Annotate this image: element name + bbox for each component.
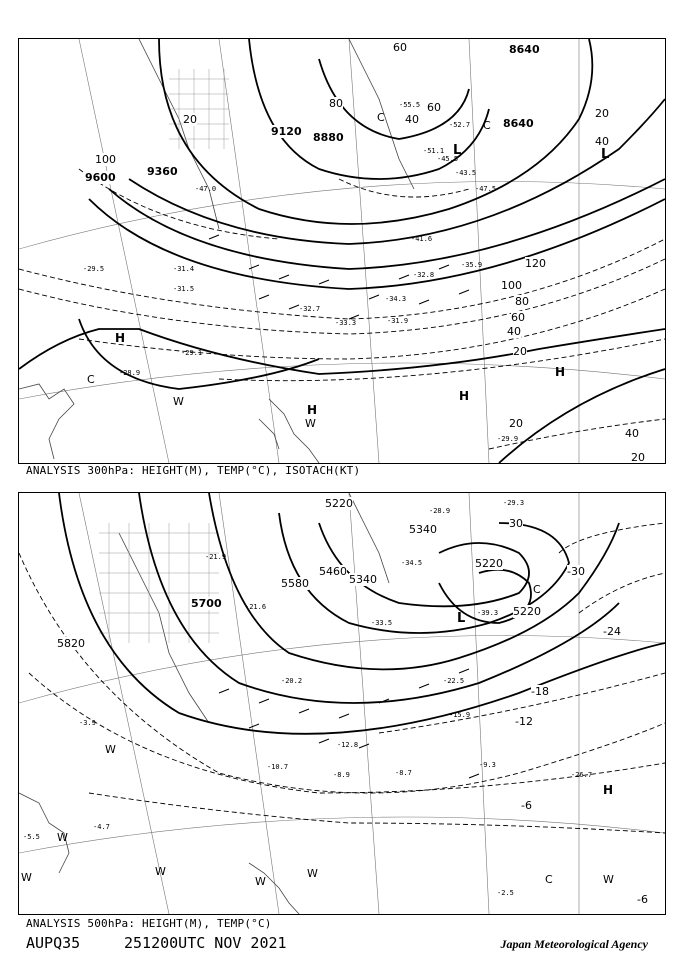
- isotach-label: 40: [625, 427, 639, 440]
- valid-time: 251200UTC NOV 2021: [124, 934, 287, 952]
- temperature-label: -35.9: [461, 261, 483, 269]
- isotach-label: 40: [405, 113, 419, 126]
- map-panel-300hpa: [18, 38, 666, 464]
- warm-center-symbol: W: [305, 417, 316, 430]
- temperature-label: -52.7: [449, 121, 471, 129]
- isotach-label: 60: [393, 41, 407, 54]
- temperature-label: -31.9: [387, 317, 409, 325]
- temperature-label: -29.5: [83, 265, 105, 273]
- high-pressure-symbol: H: [603, 783, 614, 797]
- warm-center-symbol: W: [155, 865, 166, 878]
- temperature-label: -47.5: [475, 185, 497, 193]
- warm-center-symbol: W: [105, 743, 116, 756]
- temperature-label: -43.5: [455, 169, 477, 177]
- height-label: 9360: [147, 165, 178, 178]
- cold-center-symbol: C: [483, 119, 491, 132]
- cold-center-symbol: C: [377, 111, 385, 124]
- temperature-label: -47.0: [195, 185, 217, 193]
- hatched-area: [99, 523, 219, 643]
- temperature-label: -21.9: [205, 553, 227, 561]
- isotach-label: 100: [501, 279, 522, 292]
- height-label: 9120: [271, 125, 302, 138]
- isotach-label: 20: [183, 113, 197, 126]
- isotherm-label: -12: [515, 715, 533, 728]
- agency-name: Japan Meteorological Agency: [500, 937, 648, 951]
- temperature-label: -32.7: [299, 305, 321, 313]
- temperature-label: -39.3: [477, 609, 499, 617]
- caption-500hpa: ANALYSIS 500hPa: HEIGHT(M), TEMP(°C): [26, 917, 272, 930]
- isotherm-label: -24: [603, 625, 621, 638]
- isotach-label: 80: [515, 295, 529, 308]
- isotherm-label: -18: [531, 685, 549, 698]
- height-label: 5220: [513, 605, 541, 618]
- isotach-label: 20: [631, 451, 645, 464]
- height-label: 5700: [191, 597, 222, 610]
- map-500hpa-svg: [19, 493, 665, 914]
- map-panel-500hpa: [18, 492, 666, 915]
- temperature-label: -8.9: [333, 771, 350, 779]
- isotach-label: 20: [509, 417, 523, 430]
- warm-center-symbol: W: [173, 395, 184, 408]
- temperature-label: -32.8: [413, 271, 435, 279]
- temperature-label: -41.6: [411, 235, 433, 243]
- isotach-label: 20: [513, 345, 527, 358]
- temperature-label: -28.9: [429, 507, 451, 515]
- temperature-label: -8.7: [395, 769, 412, 777]
- warm-center-symbol: W: [603, 873, 614, 886]
- temperature-label: -29.1: [181, 349, 203, 357]
- coastline: [19, 39, 414, 463]
- isotherm-label: -30: [567, 565, 585, 578]
- isotach-label: 20: [595, 107, 609, 120]
- temperature-label: -29.9: [497, 435, 519, 443]
- height-label: 9600: [85, 171, 116, 184]
- temperature-label: -31.4: [173, 265, 195, 273]
- temperature-label: -22.5: [443, 677, 465, 685]
- high-pressure-symbol: H: [115, 331, 126, 345]
- height-label: 5580: [281, 577, 309, 590]
- isotherm-label: -6: [637, 893, 648, 906]
- low-pressure-symbol: L: [601, 147, 610, 162]
- temperature-label: -26.7: [571, 771, 593, 779]
- isotach-label: 100: [95, 153, 116, 166]
- height-label: 8640: [509, 43, 540, 56]
- height-label: 8880: [313, 131, 344, 144]
- temperature-label: -33.5: [371, 619, 393, 627]
- temperature-label: -28.9: [119, 369, 141, 377]
- temperature-label: -51.1: [423, 147, 445, 155]
- warm-center-symbol: W: [21, 871, 32, 884]
- hatched-area: [169, 69, 229, 149]
- temperature-label: -33.3: [335, 319, 357, 327]
- height-label: 5220: [475, 557, 503, 570]
- warm-center-symbol: W: [307, 867, 318, 880]
- temperature-label: -5.5: [23, 833, 40, 841]
- isotherm-label: 30: [509, 517, 523, 530]
- high-pressure-symbol: H: [555, 365, 566, 379]
- temperature-label: -31.5: [173, 285, 195, 293]
- temperature-label: -9.3: [479, 761, 496, 769]
- temperature-label: -45.5: [437, 155, 459, 163]
- height-label: 5820: [57, 637, 85, 650]
- height-label: 8640: [503, 117, 534, 130]
- temperature-label: -55.5: [399, 101, 421, 109]
- caption-300hpa: ANALYSIS 300hPa: HEIGHT(M), TEMP(°C), ISOTACH(KT): [26, 464, 361, 477]
- temperature-label: -34.5: [401, 559, 423, 567]
- isotach-label: 60: [427, 101, 441, 114]
- isotach-label: 80: [329, 97, 343, 110]
- isotach-label: 40: [507, 325, 521, 338]
- coastline: [19, 493, 389, 914]
- high-pressure-symbol: H: [459, 389, 470, 403]
- low-pressure-symbol: L: [457, 611, 466, 626]
- isotherm-label: -6: [521, 799, 532, 812]
- temperature-label: -2.5: [497, 889, 514, 897]
- high-pressure-symbol: H: [307, 403, 318, 417]
- isotach-label: 60: [511, 311, 525, 324]
- isotach-lines: [19, 169, 665, 449]
- temperature-label: -20.2: [281, 677, 303, 685]
- temperature-label: -21.6: [245, 603, 267, 611]
- chart-code: AUPQ35: [26, 934, 81, 952]
- low-pressure-symbol: L: [453, 143, 462, 158]
- cold-center-symbol: C: [545, 873, 553, 886]
- isotach-label: 120: [525, 257, 546, 270]
- cold-center-symbol: C: [533, 583, 541, 596]
- height-label: 5340: [409, 523, 437, 536]
- warm-center-symbol: W: [255, 875, 266, 888]
- temperature-label: -12.8: [337, 741, 359, 749]
- height-label: 5460: [319, 565, 347, 578]
- warm-center-symbol: W: [57, 831, 68, 844]
- height-label: 5220: [325, 497, 353, 510]
- isotach-label: 40: [595, 135, 609, 148]
- height-contours: [59, 493, 665, 734]
- wind-barbs: [219, 669, 479, 778]
- temperature-label: -4.7: [93, 823, 110, 831]
- temperature-label: -15.9: [449, 711, 471, 719]
- temperature-label: -10.7: [267, 763, 289, 771]
- temperature-label: -29.3: [503, 499, 525, 507]
- temperature-label: -3.9: [79, 719, 96, 727]
- height-label: 5340: [349, 573, 377, 586]
- temperature-label: -34.3: [385, 295, 407, 303]
- cold-center-symbol: C: [87, 373, 95, 386]
